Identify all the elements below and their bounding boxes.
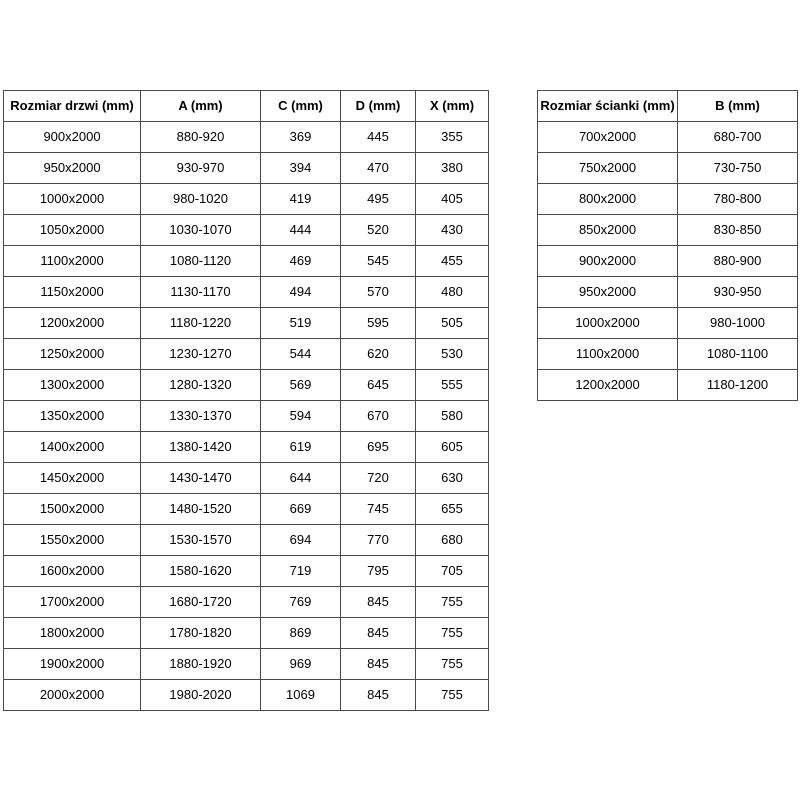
table-row (4, 308, 489, 339)
table-cell: 669 (261, 494, 341, 525)
table-cell: 670 (341, 401, 416, 432)
table-row (538, 246, 798, 277)
table-cell: 594 (261, 401, 341, 432)
table-cell: 645 (341, 370, 416, 401)
table-cell: 620 (341, 339, 416, 370)
table-cell: 380 (416, 153, 489, 184)
table-cell: 1400x2000 (4, 432, 141, 463)
table-row (4, 184, 489, 215)
table-cell: 755 (416, 649, 489, 680)
table-cell: 700x2000 (538, 122, 678, 153)
table-cell: 394 (261, 153, 341, 184)
table-row (4, 432, 489, 463)
table-cell: 1530-1570 (141, 525, 261, 556)
table-cell: 1000x2000 (4, 184, 141, 215)
table-row (538, 339, 798, 370)
table-cell: 845 (341, 649, 416, 680)
table-cell: 1300x2000 (4, 370, 141, 401)
table-cell: 930-970 (141, 153, 261, 184)
table-row (4, 277, 489, 308)
table-cell: 900x2000 (538, 246, 678, 277)
table-cell: 1000x2000 (538, 308, 678, 339)
table-cell: 950x2000 (4, 153, 141, 184)
table-cell: 520 (341, 215, 416, 246)
table-cell: 1900x2000 (4, 649, 141, 680)
table-cell: 680-700 (678, 122, 798, 153)
table-row (4, 339, 489, 370)
table-cell: 1350x2000 (4, 401, 141, 432)
table-cell: 1180-1200 (678, 370, 798, 401)
table-cell: 755 (416, 587, 489, 618)
table-row (538, 215, 798, 246)
table-cell: 480 (416, 277, 489, 308)
table-cell: 630 (416, 463, 489, 494)
column-header: C (mm) (261, 91, 341, 122)
column-header: B (mm) (678, 91, 798, 122)
table-cell: 2000x2000 (4, 680, 141, 711)
table-cell: 580 (416, 401, 489, 432)
table-row (538, 277, 798, 308)
table-row (4, 649, 489, 680)
table-cell: 419 (261, 184, 341, 215)
table-row (4, 618, 489, 649)
table-cell: 1030-1070 (141, 215, 261, 246)
table-row (4, 153, 489, 184)
table-cell: 405 (416, 184, 489, 215)
table-cell: 1580-1620 (141, 556, 261, 587)
table-cell: 544 (261, 339, 341, 370)
table-cell: 750x2000 (538, 153, 678, 184)
table-cell: 694 (261, 525, 341, 556)
table-cell: 1200x2000 (4, 308, 141, 339)
table-row (538, 370, 798, 401)
column-header: X (mm) (416, 91, 489, 122)
column-header: Rozmiar drzwi (mm) (4, 91, 141, 122)
table-cell: 1080-1120 (141, 246, 261, 277)
table-cell: 355 (416, 122, 489, 153)
table-cell: 1050x2000 (4, 215, 141, 246)
table-cell: 695 (341, 432, 416, 463)
table-cell: 800x2000 (538, 184, 678, 215)
column-header: A (mm) (141, 91, 261, 122)
table-row (4, 494, 489, 525)
header-row (538, 91, 798, 122)
table-row (538, 122, 798, 153)
wall-panel-size-table (537, 90, 798, 401)
table-cell: 1450x2000 (4, 463, 141, 494)
table-cell: 569 (261, 370, 341, 401)
table-cell: 644 (261, 463, 341, 494)
table-cell: 595 (341, 308, 416, 339)
table-cell: 570 (341, 277, 416, 308)
table-cell: 605 (416, 432, 489, 463)
table-row (538, 153, 798, 184)
table-cell: 430 (416, 215, 489, 246)
table-cell: 1100x2000 (538, 339, 678, 370)
table-row (4, 122, 489, 153)
table-cell: 980-1020 (141, 184, 261, 215)
table-cell: 1130-1170 (141, 277, 261, 308)
table-cell: 930-950 (678, 277, 798, 308)
table-row (4, 246, 489, 277)
table-cell: 980-1000 (678, 308, 798, 339)
table-cell: 1800x2000 (4, 618, 141, 649)
table-cell: 1330-1370 (141, 401, 261, 432)
table-cell: 880-920 (141, 122, 261, 153)
table-cell: 900x2000 (4, 122, 141, 153)
table-cell: 1280-1320 (141, 370, 261, 401)
table-row (538, 184, 798, 215)
table-cell: 1380-1420 (141, 432, 261, 463)
table-cell: 619 (261, 432, 341, 463)
table-cell: 755 (416, 680, 489, 711)
table-cell: 495 (341, 184, 416, 215)
table-cell: 494 (261, 277, 341, 308)
table-cell: 830-850 (678, 215, 798, 246)
table-cell: 1230-1270 (141, 339, 261, 370)
table-cell: 1150x2000 (4, 277, 141, 308)
table-cell: 1250x2000 (4, 339, 141, 370)
table-cell: 530 (416, 339, 489, 370)
table-cell: 745 (341, 494, 416, 525)
table-row (4, 370, 489, 401)
table-cell: 1700x2000 (4, 587, 141, 618)
table-cell: 369 (261, 122, 341, 153)
table-cell: 769 (261, 587, 341, 618)
table-cell: 705 (416, 556, 489, 587)
table-cell: 795 (341, 556, 416, 587)
table-cell: 1880-1920 (141, 649, 261, 680)
table-cell: 730-750 (678, 153, 798, 184)
table-cell: 1680-1720 (141, 587, 261, 618)
table-cell: 1200x2000 (538, 370, 678, 401)
table-row (4, 556, 489, 587)
table-cell: 1100x2000 (4, 246, 141, 277)
table-row (4, 525, 489, 556)
table-cell: 1600x2000 (4, 556, 141, 587)
table-cell: 950x2000 (538, 277, 678, 308)
table-row (4, 401, 489, 432)
table-row (4, 463, 489, 494)
table-row (4, 215, 489, 246)
table-row (538, 308, 798, 339)
door-size-table (3, 90, 489, 711)
table-cell: 1480-1520 (141, 494, 261, 525)
table-cell: 969 (261, 649, 341, 680)
table-cell: 555 (416, 370, 489, 401)
table-cell: 880-900 (678, 246, 798, 277)
table-cell: 845 (341, 618, 416, 649)
table-cell: 1780-1820 (141, 618, 261, 649)
column-header: Rozmiar ścianki (mm) (538, 91, 678, 122)
table-cell: 845 (341, 680, 416, 711)
table-cell: 1500x2000 (4, 494, 141, 525)
table-cell: 655 (416, 494, 489, 525)
table-cell: 780-800 (678, 184, 798, 215)
table-cell: 720 (341, 463, 416, 494)
table-cell: 1550x2000 (4, 525, 141, 556)
table-cell: 680 (416, 525, 489, 556)
table-cell: 1430-1470 (141, 463, 261, 494)
table-cell: 1980-2020 (141, 680, 261, 711)
table-cell: 1180-1220 (141, 308, 261, 339)
table-cell: 869 (261, 618, 341, 649)
table-row (4, 587, 489, 618)
table-cell: 519 (261, 308, 341, 339)
table-cell: 505 (416, 308, 489, 339)
table-cell: 470 (341, 153, 416, 184)
table-cell: 1080-1100 (678, 339, 798, 370)
table-cell: 444 (261, 215, 341, 246)
column-header: D (mm) (341, 91, 416, 122)
table-cell: 755 (416, 618, 489, 649)
table-cell: 445 (341, 122, 416, 153)
table-cell: 770 (341, 525, 416, 556)
table-cell: 1069 (261, 680, 341, 711)
header-row (4, 91, 489, 122)
table-cell: 850x2000 (538, 215, 678, 246)
table-cell: 469 (261, 246, 341, 277)
table-cell: 719 (261, 556, 341, 587)
table-cell: 455 (416, 246, 489, 277)
table-cell: 545 (341, 246, 416, 277)
table-row (4, 680, 489, 711)
table-cell: 845 (341, 587, 416, 618)
